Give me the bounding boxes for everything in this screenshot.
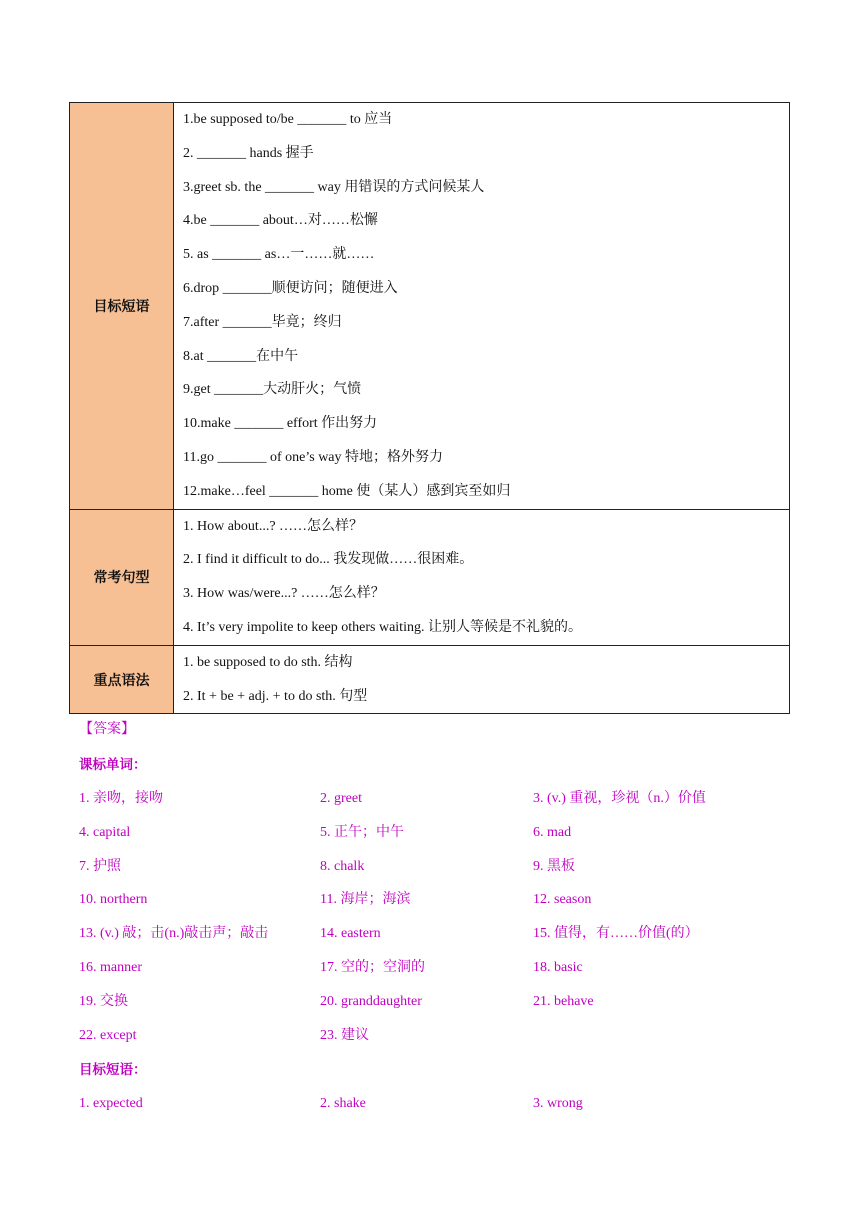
vocab-answer-item: 5. 正午；中午 [320, 824, 404, 840]
vocab-answer-item: 4. capital [79, 824, 131, 840]
answer-label: 【答案】 [79, 722, 135, 737]
phrases-item: 2. _______ hands 握手 [183, 145, 314, 161]
vocab-answer-item: 2. greet [320, 791, 362, 806]
sentences-item: 2. I find it difficult to do... 我发现做……很困难。 [183, 552, 474, 568]
phrases-item: 10.make _______ effort 作出努力 [183, 416, 378, 432]
vocab-answer-item: 19. 交换 [79, 993, 128, 1009]
vocab-answer-item: 10. northern [79, 892, 148, 908]
vocab-heading: 课标单词： [79, 757, 147, 773]
vocab-answer-item: 18. basic [533, 960, 583, 975]
phrases-answer-item: 1. expected [79, 1096, 143, 1111]
phrases-answer-item: 2. shake [320, 1096, 366, 1111]
grammar-item: 1. be supposed to do sth. 结构 [183, 654, 353, 670]
phrases-item: 7.after _______毕竟；终归 [183, 314, 342, 330]
phrases-cell [174, 103, 790, 510]
phrases-heading: 目标短语 [70, 103, 174, 510]
sentences-cell [174, 509, 790, 645]
vocab-answer-item: 21. behave [533, 993, 594, 1009]
sentences-heading: 常考句型 [70, 509, 174, 645]
phrases-item: 3.greet sb. the _______ way 用错误的方式问候某人 [183, 179, 485, 195]
phrases-item: 4.be _______ about…对……松懈 [183, 213, 378, 229]
sentences-item: 3. How was/were...? ……怎么样？ [183, 586, 385, 602]
vocab-answer-item: 12. season [533, 892, 592, 908]
grammar-row [70, 645, 790, 714]
phrases-item: 9.get _______大动肝火；气愤 [183, 382, 362, 398]
vocab-answer-item: 9. 黑板 [533, 858, 575, 874]
vocab-answer-item: 16. manner [79, 960, 142, 975]
vocab-answer-item: 6. mad [533, 824, 572, 840]
sentences-item: 1. How about...? ……怎么样？ [183, 518, 364, 534]
vocab-answer-item: 7. 护照 [79, 858, 121, 874]
phrases-row [70, 103, 790, 510]
phrases-item: 11.go _______ of one’s way 特地；格外努力 [183, 449, 444, 465]
phrases-item: 5. as _______ as…一……就…… [183, 247, 375, 263]
phrases-item: 1.be supposed to/be _______ to 应当 [183, 112, 393, 127]
phrases-item: 12.make…feel _______ home 使（某人）感到宾至如归 [183, 483, 511, 499]
vocab-answer-item: 17. 空的；空洞的 [320, 960, 425, 975]
vocab-answer-item: 8. chalk [320, 858, 365, 874]
vocab-answer-item: 15. 值得，有……价值(的） [533, 926, 699, 942]
vocab-answer-item: 13. (v.) 敲；击(n.)敲击声；敲击 [79, 926, 269, 942]
phrases-item: 8.at _______在中午 [183, 348, 299, 364]
vocab-answer-item: 14. eastern [320, 926, 381, 942]
phrases-answer-heading: 目标短语： [79, 1062, 147, 1078]
summary-table [69, 102, 790, 714]
grammar-cell [174, 645, 790, 714]
vocab-answer-item: 11. 海岸；海滨 [320, 892, 411, 908]
sentences-row [70, 509, 790, 645]
sentences-item: 4. It’s very impolite to keep others waiting. 让别人等候是不礼貌的。 [183, 619, 582, 635]
phrases-item: 6.drop _______顺便访问；随便进入 [183, 280, 398, 296]
vocab-answer-item: 1. 亲吻，接吻 [79, 791, 163, 806]
vocab-answer-item: 3. (v.) 重视，珍视（n.）价值 [533, 791, 706, 806]
grammar-heading: 重点语法 [70, 645, 174, 714]
vocab-answer-item: 23. 建议 [320, 1027, 369, 1043]
phrases-answer-item: 3. wrong [533, 1096, 583, 1111]
vocab-answer-item: 20. granddaughter [320, 993, 422, 1009]
grammar-item: 2. It + be + adj. + to do sth. 句型 [183, 688, 368, 704]
vocab-answer-item: 22. except [79, 1027, 137, 1043]
